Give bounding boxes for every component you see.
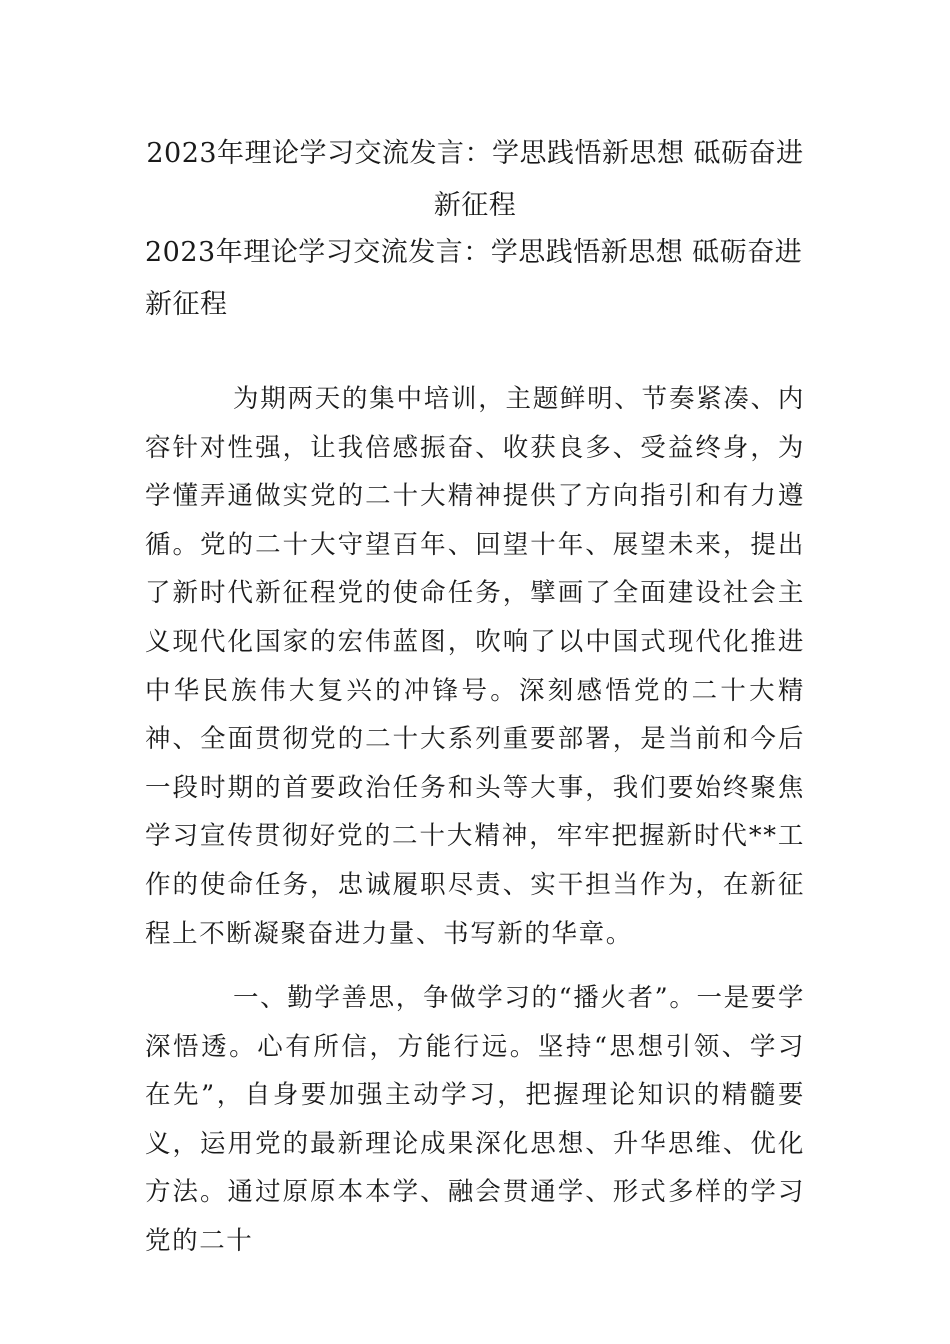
document-title: 2023年理论学习交流发言：学思践悟新思想 砥砺奋进新征程: [146, 138, 804, 221]
body-paragraph-intro: 为期两天的集中培训，主题鲜明、节奏紧凑、内容针对性强，让我倍感振奋、收获良多、受益终身，为学懂弄通做实党的二十大精神提供了方向指引和有力遵循。党的二十大守望百年、回望十年、展望未来，提出了新时代新征程党的使命任务，擘画了全面建设社会主义现代化国家的宏伟蓝图，吹响了以中国式现代化推进中华民族伟大复兴的冲锋号。深刻感悟党的二十大精神、全面贯彻党的二十大系列重要部署，是当前和今后一段时期的首要政治任务和头等大事，我们要始终聚焦学习宣传贯彻好党的二十大精神，牢牢把握新时代**工作的使命任务，忠诚履职尽责、实干担当作为，在新征程上不断凝聚奋进力量、书写新的华章。: [145, 384, 805, 949]
document-title-repeat: 2023年理论学习交流发言：学思践悟新思想 砥砺奋进新征程: [145, 237, 803, 320]
body-paragraph-section-one: 一、勤学善思，争做学习的“播火者”。一是要学深悟透。心有所信，方能行远。坚持“思想引领、学习在先”，自身要加强主动学习，把握理论知识的精髓要义，运用党的最新理论成果深化思想、升华思维、优化方法。通过原原本本学、融会贯通学、形式多样的学习党的二十: [145, 983, 805, 1256]
